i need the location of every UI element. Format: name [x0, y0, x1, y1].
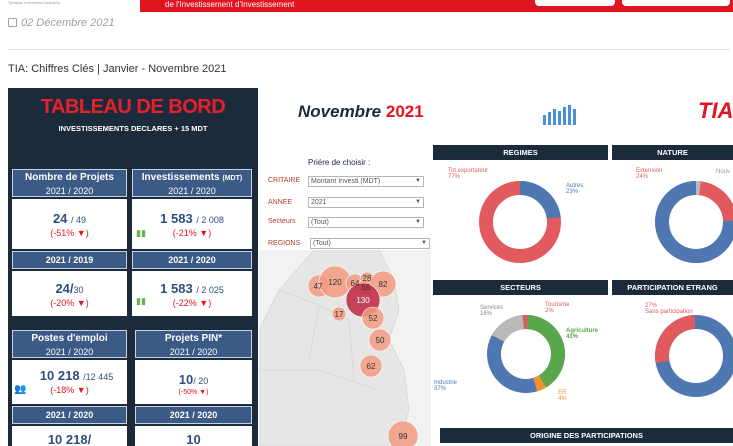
origine-title: ORIGINE DES PARTICIPATIONS: [440, 428, 733, 443]
pin-card-header: [135, 330, 252, 358]
regions-select[interactable]: (Tout) ▼: [310, 238, 430, 249]
map-bubble-label: 130: [356, 296, 370, 305]
map-bubble-label: 50: [375, 336, 385, 345]
regimes-label-2: Autres 23%: [566, 183, 584, 195]
projects-value-2: 24/30: [55, 281, 84, 296]
map-bubble-label: 99: [398, 432, 408, 441]
nature-donut[interactable]: [652, 178, 733, 266]
money-icon: ▮▮: [136, 296, 146, 306]
month-title: Novembre 2021: [298, 102, 424, 121]
jobs-value: 10 218 /12 445: [39, 368, 114, 383]
dashboard-board: [8, 88, 258, 446]
participation-donut[interactable]: [652, 312, 733, 400]
secteurs-donut[interactable]: [484, 312, 568, 396]
bubble-map[interactable]: [259, 250, 431, 446]
page-subtitle: TIA: Chiffres Clés | Janvier - Novembre 2021: [8, 63, 227, 75]
header-pill-button[interactable]: [535, 0, 615, 6]
projects-change-2: (-20% ▼): [50, 298, 89, 308]
pin-card-body-2: [135, 426, 252, 446]
header-pill-button[interactable]: [622, 0, 730, 6]
board-title: TABLEAU DE BORD: [40, 96, 226, 118]
top-header-bar: [0, 0, 733, 14]
secteurs-label-er: ER 4%: [558, 390, 567, 402]
jobs-card-body: [12, 360, 127, 404]
post-date-text: 02 Décembre 2021: [21, 17, 115, 29]
chevron-down-icon: ▼: [415, 178, 421, 184]
pin-label: Projets PIN*: [164, 333, 223, 344]
jobs-value-2: 10 218/: [47, 432, 92, 446]
map-bubble-label: 52: [368, 314, 378, 323]
criteria-label: CRITAIRE: [268, 177, 301, 184]
projects-label: Nombre de Projets: [25, 172, 114, 183]
board-subtitle: INVESTISSEMENTS DECLARES + 15 MDT: [58, 124, 208, 133]
sector-select[interactable]: (Tout) ▼: [308, 217, 424, 228]
investments-value-2: 1 583 / 2 025: [160, 281, 224, 296]
secteurs-label-industrie: Industrie 37%: [434, 380, 458, 392]
pin-value-2: 10: [186, 432, 201, 446]
jobs-period: 2021 / 2020: [45, 347, 94, 357]
investments-period-bar: 2021 / 2020: [132, 251, 252, 269]
tia-logo: TIA: [698, 98, 733, 123]
pin-period: 2021 / 2020: [169, 347, 218, 357]
chevron-down-icon: ▼: [415, 219, 421, 225]
participation-label-1: 27% Sans participation: [645, 303, 693, 315]
secteurs-label-agriculture: Agriculture 41%: [566, 328, 599, 340]
investments-change: (-21% ▼): [172, 228, 212, 238]
map-bubble-label: 28: [362, 274, 372, 283]
investments-card-body: [132, 199, 252, 249]
people-icon: 👥: [14, 384, 27, 395]
money-icon: ▮▮: [136, 228, 146, 238]
divider: [8, 49, 730, 50]
nature-label-2: Nouv: [716, 169, 731, 175]
projects-card-body-2: [12, 271, 127, 316]
year-label: ANNEE: [268, 199, 293, 206]
pin-card-body: [135, 360, 252, 404]
jobs-label: Postes d'emploi: [31, 333, 108, 344]
investments-period: 2021 / 2020: [168, 186, 216, 196]
investments-label: Investissements (MDT): [141, 172, 243, 183]
map-bubble-label: 82: [378, 280, 388, 289]
map-bubble-label: 47: [313, 282, 323, 291]
regimes-donut[interactable]: [476, 178, 564, 266]
secteurs-label-tourisme: Tourisme 2%: [545, 302, 570, 314]
post-date: [8, 17, 115, 29]
top-red-text: de l'Investissement d'Investissement: [165, 0, 295, 9]
sector-label: Secteurs: [268, 218, 296, 225]
projects-period-bar: 2021 / 2019: [12, 251, 127, 269]
projects-period: 2021 / 2020: [45, 186, 94, 196]
map-bubble-label: 62: [366, 362, 376, 371]
regimes-title: REGIMES: [433, 145, 608, 160]
year-select[interactable]: 2021 ▼: [308, 197, 424, 208]
filters-prompt: Priére de choisir :: [308, 158, 371, 167]
investments-value: 1 583 / 2 008: [160, 211, 224, 226]
chevron-down-icon: ▼: [415, 199, 421, 205]
investments-card-header: [132, 169, 252, 197]
participation-title: PARTICIPATION ETRANG: [612, 280, 733, 295]
pin-period-bar: 2021 / 2020: [135, 406, 252, 424]
regimes-label-1: Tot.exportateur 77%: [448, 168, 489, 180]
bar-chart-icon: [541, 101, 577, 125]
chevron-down-icon: ▼: [421, 240, 427, 246]
map-bubble-label: 55: [361, 283, 371, 292]
secteurs-label-services: Services 16%: [480, 305, 504, 317]
investments-change-2: (-22% ▼): [172, 298, 212, 308]
projects-change: (-51% ▼): [50, 228, 89, 238]
nature-title: NATURE: [612, 145, 733, 160]
map-bubble-label: 64: [350, 279, 360, 288]
top-logo-text: Tunisian Investment Authority: [8, 0, 61, 5]
jobs-card-header: [12, 330, 127, 358]
pin-change: (-50% ▼): [178, 389, 209, 396]
investments-card-body-2: [132, 271, 252, 316]
jobs-card-body-2: [12, 426, 127, 446]
regions-label: REGIONS: [268, 240, 301, 247]
calendar-icon: [8, 18, 17, 27]
criteria-select[interactable]: Montant Investi (MDT) ▼: [308, 176, 424, 187]
nature-label-1: Extension 24%: [636, 168, 663, 180]
map-bubble-label: 120: [328, 278, 342, 287]
projects-card-body: [12, 199, 127, 249]
map-bubble-label: 17: [334, 310, 344, 319]
pin-value: 10/ 20: [178, 372, 209, 387]
projects-value: 24 / 49: [52, 211, 87, 226]
jobs-period-bar: 2021 / 2020: [12, 406, 127, 424]
secteurs-title: SECTEURS: [433, 280, 608, 295]
projects-card-header: [12, 169, 127, 197]
jobs-change: (-18% ▼): [50, 385, 89, 395]
